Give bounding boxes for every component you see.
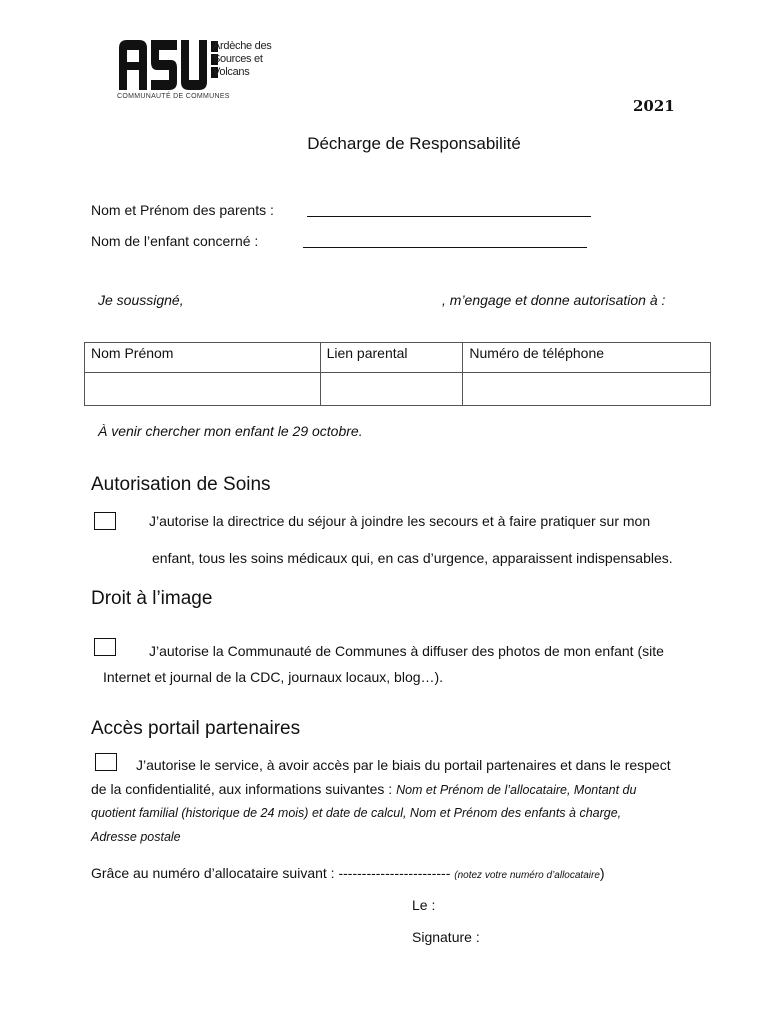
allocataire-note: (notez votre numéro d’allocataire	[454, 870, 600, 881]
child-name-field[interactable]	[303, 247, 587, 248]
document-year: 2021	[633, 97, 675, 115]
section-heading-soins: Autorisation de Soins	[91, 474, 271, 495]
image-rights-checkbox[interactable]	[94, 638, 116, 656]
portal-text-line-4: Adresse postale	[91, 830, 181, 844]
signature-label: Signature :	[412, 929, 480, 945]
portal-text-line-2-plain: de la confidentialité, aux informations suivantes :	[91, 781, 393, 797]
soins-checkbox[interactable]	[94, 512, 116, 530]
child-name-label: Nom de l’enfant concerné :	[91, 233, 259, 249]
engagement-right-text: , m’engage et donne autorisation à :	[442, 292, 666, 308]
allocataire-label: Grâce au numéro d’allocataire suivant :	[91, 865, 335, 881]
pickup-text: À venir chercher mon enfant le 29 octobre.	[98, 423, 363, 439]
contact-name-cell[interactable]	[85, 373, 321, 406]
date-label: Le :	[412, 897, 436, 913]
logo-line-2: Sources et	[213, 53, 263, 65]
allocataire-number-field[interactable]: ------------------------	[338, 865, 451, 881]
soins-text-line-1: J’autorise la directrice du séjour à joindre les secours et à faire pratiquer sur mon	[149, 513, 651, 529]
table-row	[85, 373, 711, 406]
section-heading-image: Droit à l’image	[91, 588, 213, 609]
page-title: Décharge de Responsabilité	[307, 134, 521, 153]
logo-line-3: Volcans	[213, 66, 250, 78]
portal-text-line-3: quotient familial (historique de 24 mois) et date de calcul, Nom et Prénom des enfants à charge,	[91, 806, 622, 820]
column-header-phone: Numéro de téléphone	[463, 343, 711, 373]
image-rights-text-line-2: Internet et journal de la CDC, journaux locaux, blog…).	[103, 669, 444, 685]
authorized-contacts-table	[84, 342, 711, 406]
portal-text-line-2	[91, 781, 636, 797]
column-header-name: Nom Prénom	[85, 343, 321, 373]
logo-line-1: Ardèche des	[213, 40, 272, 52]
logo-subtitle: COMMUNAUTÉ DE COMMUNES	[117, 93, 230, 100]
portal-text-line-1: J’autorise le service, à avoir accès par le biais du portail partenaires et dans le respect	[136, 757, 671, 773]
parents-name-label: Nom et Prénom des parents :	[91, 202, 274, 218]
portal-text-line-2-italic: Nom et Prénom de l’allocataire, Montant du	[396, 783, 637, 797]
image-rights-text-line-1: J’autorise la Communauté de Communes à diffuser des photos de mon enfant (site	[149, 643, 664, 659]
engagement-left-text: Je soussigné,	[98, 292, 184, 308]
soins-text-line-2: enfant, tous les soins médicaux qui, en cas d’urgence, apparaissent indispensables.	[152, 550, 673, 566]
contact-relation-cell[interactable]	[320, 373, 463, 406]
contact-phone-cell[interactable]	[463, 373, 711, 406]
parents-name-field[interactable]	[307, 216, 591, 217]
section-heading-portal: Accès portail partenaires	[91, 718, 301, 739]
allocataire-note-close: )	[599, 865, 605, 881]
allocataire-number-line	[91, 865, 605, 881]
column-header-relation: Lien parental	[320, 343, 463, 373]
table-header-row	[85, 343, 711, 373]
logo-letters-graphic	[117, 38, 209, 90]
portal-access-checkbox[interactable]	[95, 753, 117, 771]
